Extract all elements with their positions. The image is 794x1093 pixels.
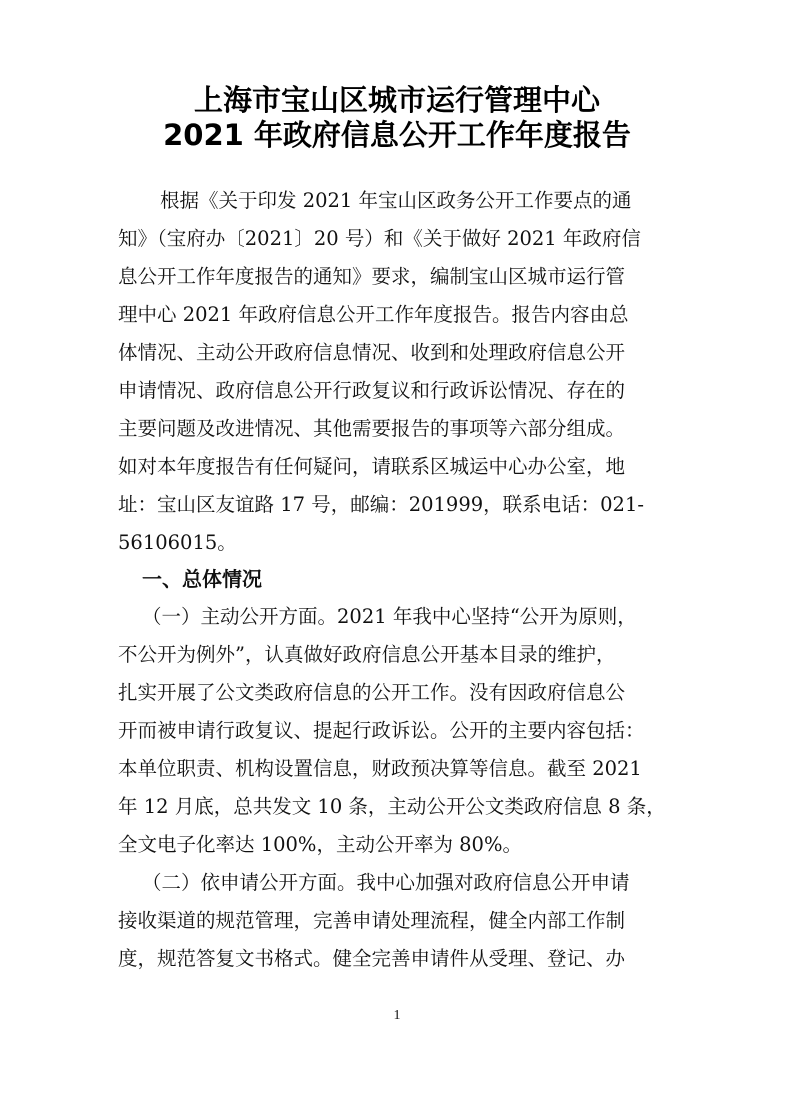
document-title-line-2: 2021 年政府信息公开工作年度报告 xyxy=(163,118,631,152)
paragraph-line: 申请情况、政府信息公开行政复议和行政诉讼情况、存在的 xyxy=(118,379,626,402)
page-number: 1 xyxy=(393,1008,401,1023)
paragraph-line: 年 12 月底，总共发文 10 条，主动公开公文类政府信息 8 条， xyxy=(118,795,666,818)
paragraph-line: 接收渠道的规范管理，完善申请处理流程，健全内部工作制 xyxy=(118,909,626,932)
paragraph-line: 不公开为例外”，认真做好政府信息公开基本目录的维护， xyxy=(118,643,616,666)
paragraph-line: （一）主动公开方面。2021 年我中心坚持“公开为原则， xyxy=(142,605,637,628)
paragraph-line: 息公开工作年度报告的通知》要求，编制宝山区城市运行管 xyxy=(118,265,626,288)
paragraph-line: 理中心 2021 年政府信息公开工作年度报告。报告内容由总 xyxy=(118,303,629,326)
document-title-line-1: 上海市宝山区城市运行管理中心 xyxy=(193,83,600,117)
paragraph-line: 56106015。 xyxy=(118,531,237,554)
paragraph-line: （二）依申请公开方面。我中心加强对政府信息公开申请 xyxy=(142,871,630,894)
paragraph-line: 如对本年度报告有任何疑问，请联系区城运中心办公室，地 xyxy=(118,455,626,478)
paragraph-line: 开而被申请行政复议、提起行政诉讼。公开的主要内容包括： xyxy=(118,719,645,742)
paragraph-line: 扎实开展了公文类政府信息的公开工作。没有因政府信息公 xyxy=(118,681,626,704)
paragraph-line: 全文电子化率达 100%，主动公开率为 80%。 xyxy=(118,833,522,856)
paragraph-line: 本单位职责、机构设置信息，财政预决算等信息。截至 2021 xyxy=(118,757,642,780)
paragraph-line: 根据《关于印发 2021 年宝山区政务公开工作要点的通 xyxy=(160,189,632,212)
paragraph-line: 体情况、主动公开政府信息情况、收到和处理政府信息公开 xyxy=(118,341,626,364)
paragraph-line: 知》（宝府办〔2021〕20 号）和《关于做好 2021 年政府信 xyxy=(118,227,641,250)
paragraph-line: 址：宝山区友谊路 17 号，邮编：201999，联系电话：021- xyxy=(118,493,644,516)
paragraph-line: 度，规范答复文书格式。健全完善申请件从受理、登记、办 xyxy=(118,947,626,970)
paragraph-line: 主要问题及改进情况、其他需要报告的事项等六部分组成。 xyxy=(118,417,626,440)
section-heading: 一、总体情况 xyxy=(142,567,262,591)
